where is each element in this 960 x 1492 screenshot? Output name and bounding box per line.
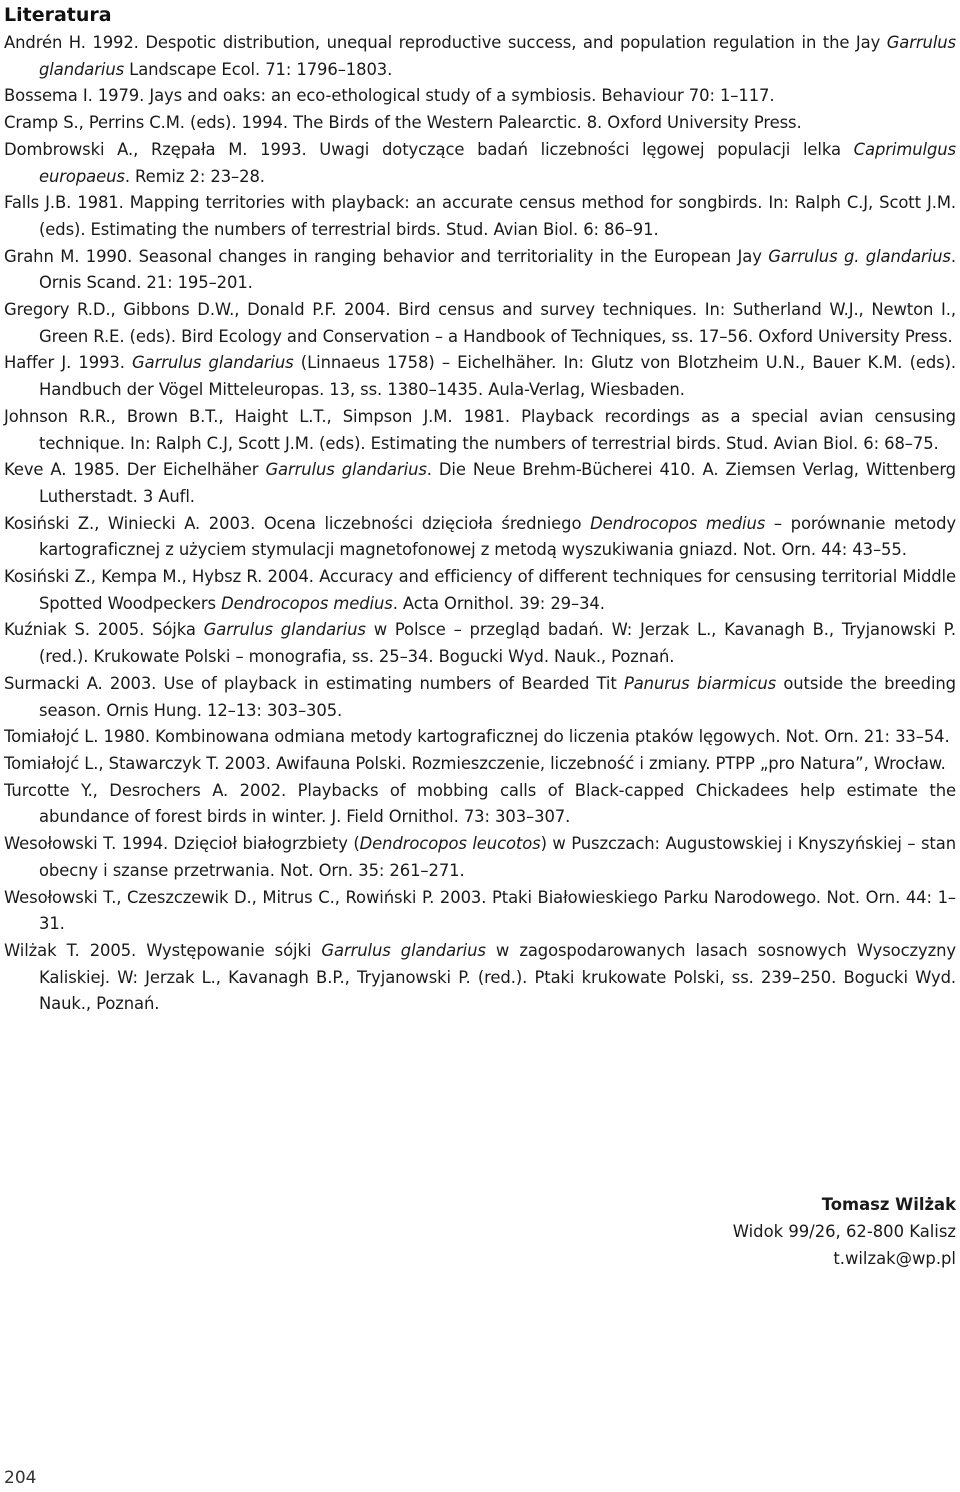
reference-text: Wesołowski T., Czeszczewik D., Mitrus C., Rowiński P. 2003. Ptaki Białowieskiego Parku Narodowego. Not. Orn. 44: 1–31. bbox=[4, 887, 956, 934]
reference-item bbox=[4, 297, 956, 350]
reference-text: ) w Puszczach: Augustowskiej i Knyszyńskiej – stan obecny i szanse przetrwania. Not. Orn. 35: 261–271. bbox=[39, 834, 956, 880]
reference-item bbox=[4, 564, 956, 617]
reference-italic-text: Panurus biarmicus bbox=[623, 673, 777, 693]
reference-text: . Die Neue Brehm-Bücherei 410. A. Ziemsen Verlag, Wittenberg Lutherstadt. 3 Aufl. bbox=[39, 460, 956, 506]
reference-item bbox=[4, 617, 956, 670]
reference-italic-text: Garrulus glandarius bbox=[203, 620, 366, 640]
reference-item bbox=[4, 778, 956, 831]
reference-text: Bossema I. 1979. Jays and oaks: an eco-ethological study of a symbiosis. Behaviour 70: 1–117. bbox=[4, 86, 775, 106]
reference-text: Wilżak T. 2005. Występowanie sójki bbox=[4, 940, 322, 960]
reference-item bbox=[4, 938, 956, 1018]
reference-text: Andrén H. 1992. Despotic distribution, unequal reproductive success, and population regulation in the Jay bbox=[4, 33, 887, 52]
reference-text: Falls J.B. 1981. Mapping territories with playback: an accurate census method for songbirds. In: Ralph C.J, Scott J.M. (eds). Estimating the numbers of terrestrial birds. Stud. Avian Biol. 6: 86–91. bbox=[4, 193, 956, 239]
reference-item bbox=[4, 244, 956, 297]
reference-item bbox=[4, 404, 956, 457]
reference-item bbox=[4, 671, 956, 724]
reference-text: Grahn M. 1990. Seasonal changes in ranging behavior and territoriality in the European Jay bbox=[4, 246, 769, 266]
reference-item bbox=[4, 457, 956, 510]
reference-text: Landscape Ecol. 71: 1796–1803. bbox=[124, 59, 393, 79]
reference-italic-text: Dendrocopos leucotos bbox=[359, 834, 541, 854]
reference-text: Dombrowski A., Rzępała M. 1993. Uwagi dotyczące badań liczebności lęgowej populacji lelka bbox=[4, 139, 854, 159]
reference-text: Johnson R.R., Brown B.T., Haight L.T., Simpson J.M. 1981. Playback recordings as a special avian censusing technique. In: Ralph C.J, Scott J.M. (eds). Estimating the numbers of terrestrial birds. Stud. Avian Biol. 6: 68–75. bbox=[4, 406, 956, 453]
author-email[interactable]: t.wilzak@wp.pl bbox=[833, 1249, 956, 1268]
reference-italic-text: Garrulus glandarius bbox=[132, 353, 294, 373]
reference-italic-text: Dendrocopos medius bbox=[590, 513, 766, 533]
reference-text: Surmacki A. 2003. Use of playback in estimating numbers of Bearded Tit bbox=[4, 673, 624, 693]
author-name: Tomasz Wilżak bbox=[821, 1195, 956, 1214]
reference-item bbox=[4, 350, 956, 403]
reference-text: Kuźniak S. 2005. Sójka bbox=[4, 620, 204, 640]
reference-text: Tomiałojć L. 1980. Kombinowana odmiana metody kartograficznej do liczenia ptaków lęgowych. Not. Orn. 21: 33–54. bbox=[4, 727, 950, 747]
reference-italic-text: Garrulus glandarius bbox=[39, 33, 956, 79]
reference-text: Cramp S., Perrins C.M. (eds). 1994. The Birds of the Western Palearctic. 8. Oxford University Press. bbox=[4, 113, 802, 133]
reference-text: . Acta Ornithol. 39: 29–34. bbox=[392, 593, 605, 613]
reference-item bbox=[4, 831, 956, 884]
reference-text: Gregory R.D., Gibbons D.W., Donald P.F. 2004. Bird census and survey techniques. In: Sutherland W.J., Newton I., Green R.E. (eds). Bird Ecology and Conservation – a Handbook of Techniques, ss. 17–56. Oxford University Press. bbox=[4, 300, 956, 346]
reference-text: . Remiz 2: 23–28. bbox=[124, 166, 265, 186]
reference-item bbox=[4, 30, 956, 83]
reference-item bbox=[4, 190, 956, 243]
reference-text: Haffer J. 1993. bbox=[4, 353, 133, 373]
reference-text: – porównanie metody kartograficznej z użyciem stymulacji magnetofonowej z metodą wyszukiwania gniazd. Not. Orn. 44: 43–55. bbox=[39, 513, 956, 560]
reference-text: (Linnaeus 1758) – Eichelhäher. In: Glutz von Blotzheim U.N., Bauer K.M. (eds). Handbuch der Vögel Mitteleuropas. 13, ss. 1380–1435. Aula-Verlag, Wiesbaden. bbox=[39, 353, 956, 400]
reference-italic-text: Caprimulgus europaeus bbox=[39, 139, 956, 186]
reference-item bbox=[4, 110, 956, 137]
reference-item bbox=[4, 751, 956, 778]
reference-italic-text: Garrulus glandarius bbox=[265, 460, 427, 480]
reference-item bbox=[4, 83, 956, 110]
reference-italic-text: Garrulus g. glandarius bbox=[768, 246, 951, 266]
reference-text: w zagospodarowanych lasach sosnowych Wysoczyzny Kaliskiej. W: Jerzak L., Kavanagh B.P., Tryjanowski P. (red.). Ptaki krukowate Polski, ss. 239–250. Bogucki Wyd. Nauk., Poznań. bbox=[39, 940, 956, 1014]
reference-text: Turcotte Y., Desrochers A. 2002. Playbacks of mobbing calls of Black-capped Chickadees help estimate the abundance of forest birds in winter. J. Field Ornithol. 73: 303–307. bbox=[4, 780, 956, 827]
reference-text: Keve A. 1985. Der Eichelhäher bbox=[4, 460, 266, 480]
reference-text: Tomiałojć L., Stawarczyk T. 2003. Awifauna Polski. Rozmieszczenie, liczebność i zmiany. PTPP „pro Natura”, Wrocław. bbox=[4, 753, 946, 773]
reference-item bbox=[4, 137, 956, 190]
reference-text: . Ornis Scand. 21: 195–201. bbox=[39, 246, 956, 293]
reference-text: Wesołowski T. 1994. Dzięcioł białogrzbiety ( bbox=[4, 834, 360, 854]
reference-item bbox=[4, 724, 956, 751]
reference-item bbox=[4, 885, 956, 938]
page-number: 204 bbox=[4, 1468, 37, 1488]
reference-italic-text: Dendrocopos medius bbox=[221, 593, 393, 613]
reference-item bbox=[4, 511, 956, 564]
reference-italic-text: Garrulus glandarius bbox=[321, 940, 486, 960]
reference-list bbox=[4, 30, 956, 1018]
author-address: Widok 99/26, 62-800 Kalisz bbox=[732, 1222, 956, 1241]
reference-text: outside the breeding season. Ornis Hung. 12–13: 303–305. bbox=[39, 673, 956, 720]
reference-text: Kosiński Z., Kempa M., Hybsz R. 2004. Accuracy and efficiency of different techniques for censusing territorial Middle Spotted Woodpeckers bbox=[4, 567, 956, 613]
reference-text: Kosiński Z., Winiecki A. 2003. Ocena liczebności dzięcioła średniego bbox=[4, 513, 591, 533]
section-title: Literatura bbox=[4, 4, 112, 26]
reference-text: w Polsce – przegląd badań. W: Jerzak L., Kavanagh B., Tryjanowski P. (red.). Krukowate Polski – monografia, ss. 25–34. Bogucki Wyd. Nauk., Poznań. bbox=[39, 620, 956, 667]
